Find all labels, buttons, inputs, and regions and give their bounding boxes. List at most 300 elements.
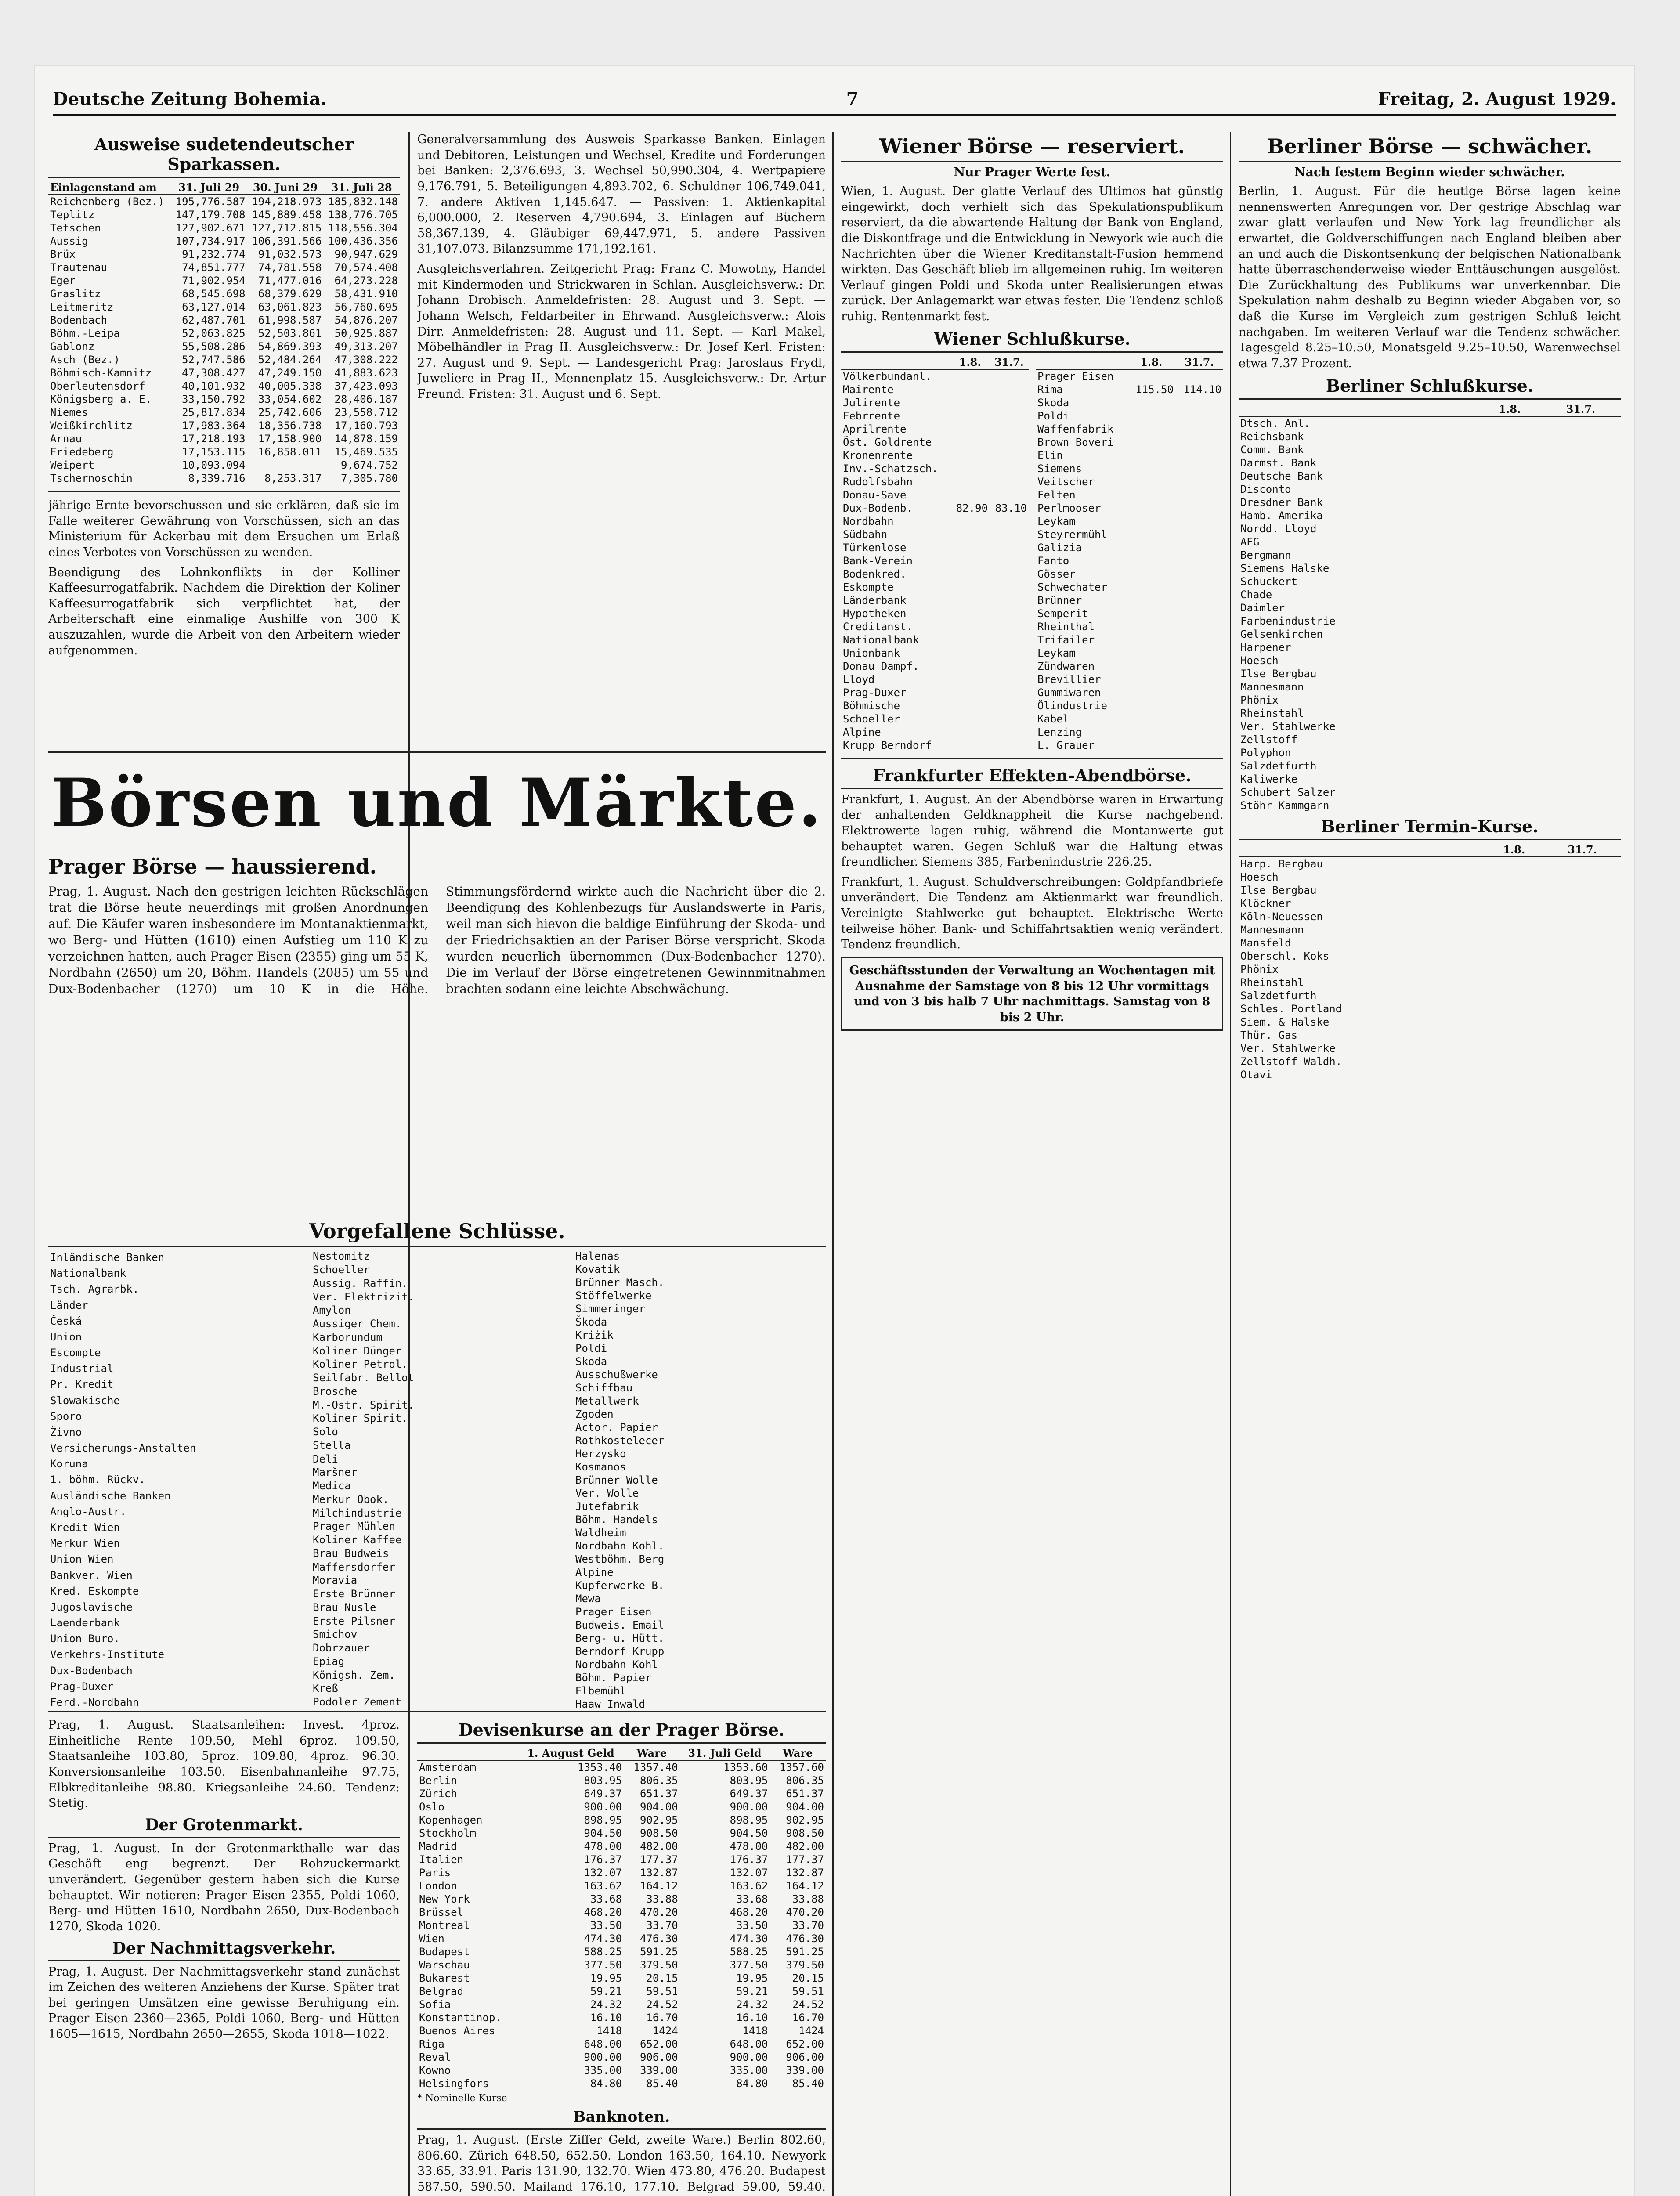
row-label: Comm. Bank (1240, 443, 1304, 456)
row-label: Escompte (50, 1347, 101, 1359)
table-row (1036, 502, 1223, 515)
row-label: Lenzing (1037, 726, 1082, 738)
row-value: 1424 (798, 2025, 824, 2037)
row-value (1479, 614, 1541, 628)
row-label: Öst. Goldrente (843, 436, 932, 448)
row-value (808, 1263, 817, 1276)
row-value (1479, 641, 1541, 654)
table-row (574, 1368, 826, 1381)
row-value: 147,179.708 (175, 209, 246, 221)
row-label: Buenos Aires (419, 2025, 495, 2037)
row-value (817, 1381, 826, 1394)
bank-notices-section (417, 132, 826, 747)
row-value (547, 1668, 555, 1682)
row-label: Brau Nusle (313, 1601, 376, 1614)
row-label: Brüssel (419, 1906, 464, 1918)
row-value (1127, 581, 1175, 594)
row-value (817, 1592, 826, 1605)
row-value: 1353.40 (577, 1761, 622, 1773)
row-value (289, 1424, 295, 1440)
row-label: Phönix (1240, 693, 1279, 706)
table-row (48, 248, 400, 261)
table-row (841, 581, 1029, 594)
row-value: 91,032.573 (258, 248, 322, 260)
table-row (311, 1290, 563, 1304)
row-label: Kred. Eskompte (50, 1585, 139, 1597)
row-value: 18,356.738 (258, 419, 322, 432)
row-value (950, 699, 990, 712)
row-label: Arnau (50, 433, 82, 445)
row-value (289, 1679, 295, 1694)
row-label: Harpener (1240, 641, 1291, 654)
row-label: Siemens Halske (1240, 562, 1330, 574)
column-header: 31.7. (990, 355, 1029, 369)
row-value (1479, 773, 1541, 786)
table-row (48, 1313, 300, 1329)
row-value (808, 1342, 817, 1355)
table-row (48, 393, 400, 406)
row-value: 71,477.016 (258, 274, 322, 287)
row-label: Leykam (1037, 647, 1076, 659)
table-row (1036, 647, 1223, 660)
table-row (417, 1998, 826, 2011)
row-value: 900.00 (584, 1801, 622, 1813)
row-value: 902.95 (639, 1814, 678, 1826)
row-value: 474.30 (584, 1932, 622, 1945)
row-value (990, 726, 1029, 739)
banknoten-title: Banknoten. (417, 2108, 826, 2130)
table-row (311, 1560, 563, 1574)
row-label: Kabel (1037, 712, 1069, 725)
table-row (311, 1277, 563, 1290)
row-value: 339.00 (639, 2064, 678, 2077)
row-value (1541, 522, 1621, 535)
row-value: 52,484.264 (258, 354, 322, 366)
table-row (417, 1800, 826, 1813)
berliner-text: Berlin, 1. August. Für die heutige Börse lagen keine nennenswerten Anregungen vor. Der gestrige Abschlag war zwar glatt verlaufen und New York lag freundlicher als erwartet, die Goldverschiffungen nach England bleiben aber an und auch die Diskontsenkung der belgischen Nationalbank hatte überraschenderweise wieder Enttäuschungen ausgelöst. Die Zurückhaltung des Publikums war unverkennbar. Die Spekulation nahm deshalb zu Beginn wieder Abgaben vor, so daß die Kurse im Vergleich zum gestrigen Schluß leicht nachgaben. Im weiteren Verlauf war die Tendenz schwächer. Tagesgeld 8.25–10.50, Monatsgeld 9.25–10.50, Warenwechsel etwa 7.37 Prozent. (1239, 184, 1621, 370)
row-value (289, 1488, 295, 1504)
row-value (1127, 488, 1175, 502)
row-label: Harp. Bergbau (1240, 857, 1323, 870)
row-value (555, 1250, 563, 1263)
row-label: Donau-Save (843, 488, 907, 501)
row-label: Alpine (843, 726, 881, 738)
row-value (1175, 699, 1223, 712)
row-label: Dux-Bodenb. (843, 502, 913, 514)
table-row (574, 1302, 826, 1315)
table-row (1239, 470, 1621, 483)
table-row (311, 1533, 563, 1547)
table-row (417, 1958, 826, 1972)
row-value (1175, 475, 1223, 488)
table-row (48, 353, 400, 366)
row-label: Schles. Portland (1240, 1002, 1342, 1015)
row-label: Ilse Bergbau (1240, 667, 1317, 680)
table-row (1239, 786, 1621, 799)
row-value (547, 1655, 555, 1669)
notice-paragraph: Ausgleichsverfahren. Zeitgericht Prag: Franz C. Mowotny, Handel mit Kindermoden und Strickwaren in Schlan. Ausgleichsverw.: Dr. Johann Drobisch. Anmeldefristen: 28. August und 3. Sept. — Johann Welsch, Feldarbeiter in Ehrwand. Ausgleichsverw.: Alois Dirr. Anmeldefristen: 28. August und 11. Sept. — Karl Makel, Möbelhändler in Prag II. Ausgleichsverw.: Dr. Josef Kerl. Fristen: 27. August und 9. Sept. — Landesgericht Prag: Jaroslaus Frydl, Juweliere in Prag II., Mennenplatz 15. Ausgleichsverw.: Dr. Artur Freund. Fristen: 31. August und 6. Sept. (417, 262, 826, 401)
column-header: 31.7. (1541, 402, 1621, 416)
table-row (48, 366, 400, 379)
wiener-table-right (1036, 355, 1223, 752)
row-label: Elin (1037, 449, 1063, 462)
table-row (574, 1539, 826, 1553)
row-label: M.-Ostr. Spirit. (313, 1398, 415, 1411)
boersen-main-title: Börsen und Märkte. (51, 764, 823, 842)
table-row (1036, 488, 1223, 502)
row-label: Brünner Wolle (575, 1474, 658, 1486)
row-label: Siem. & Halske (1240, 1015, 1330, 1028)
row-value: 17,218.193 (182, 433, 246, 445)
row-value (1127, 567, 1175, 581)
table-row (1036, 515, 1223, 528)
row-label: Škoda (575, 1316, 607, 1328)
row-value (1175, 607, 1223, 620)
row-label: Semperit (1037, 607, 1088, 620)
table-row (417, 1945, 826, 1958)
row-value: 1357.60 (779, 1761, 824, 1773)
table-row (417, 2011, 826, 2024)
row-value (1479, 746, 1541, 759)
table-row (311, 1547, 563, 1560)
row-label: Unionbank (843, 647, 900, 659)
row-label: Bank-Verein (843, 554, 913, 567)
row-value (547, 1304, 555, 1317)
row-value: 23,558.712 (334, 406, 398, 419)
row-label: Königsh. Zem. (313, 1669, 395, 1681)
row-value: 898.95 (584, 1814, 622, 1826)
row-value (1127, 396, 1175, 409)
row-value (289, 1694, 295, 1708)
table-row (1239, 759, 1621, 773)
table-row (311, 1425, 563, 1439)
row-value (817, 1408, 826, 1421)
row-value (295, 1647, 300, 1662)
notice-paragraph: Beendigung des Lohnkonflikts in der Kolliner Kaffeesurrogatfabrik. Nachdem die Direktion der Koliner Kaffeesurrogatfabrik sich verpflichtet hat, der Arbeiterschaft eine einmalige Aushilfe von 300 K auszuzahlen, wurde die Arbeit von den Arbeitern wieder aufgenommen. (48, 565, 400, 657)
row-value: 84.80 (590, 2077, 622, 2090)
row-label: Amsterdam (419, 1761, 477, 1773)
row-value (1175, 594, 1223, 607)
row-value (547, 1574, 555, 1587)
row-value: 19.95 (590, 1972, 622, 1984)
row-value (555, 1358, 563, 1371)
row-value: 900.00 (730, 2051, 768, 2063)
table-row (48, 221, 400, 235)
row-value (950, 475, 990, 488)
row-value: 803.95 (584, 1774, 622, 1787)
column-header: 31. Juli 29 (171, 181, 247, 195)
row-value (1544, 910, 1621, 923)
row-label: Maffersdorfer (313, 1560, 395, 1573)
row-value (547, 1344, 555, 1358)
table-row (574, 1500, 826, 1513)
row-value (1541, 614, 1621, 628)
row-value (1479, 430, 1541, 443)
row-value: 59.21 (736, 1985, 768, 1997)
row-value (990, 633, 1029, 647)
row-value (289, 1567, 295, 1583)
row-value (1541, 456, 1621, 470)
row-value: 24.32 (736, 1998, 768, 2011)
column-header: 31.7. (1544, 843, 1621, 857)
table-row (311, 1682, 563, 1695)
row-value: 16.10 (736, 2012, 768, 2024)
devisen-title: Devisenkurse an der Prager Börse. (417, 1720, 826, 1744)
row-label: Aussig. Raffin. (313, 1277, 408, 1289)
row-value: 145,889.458 (252, 209, 322, 221)
row-label: Koliner Petrol. (313, 1358, 408, 1371)
section-rule (48, 751, 826, 753)
row-value (1541, 746, 1621, 759)
row-value (990, 594, 1029, 607)
row-value (547, 1277, 555, 1290)
row-value (808, 1579, 817, 1592)
wiener-schluss-title: Wiener Schlußkurse. (841, 329, 1223, 353)
row-label: Weißkirchlitz (50, 419, 133, 432)
row-label: Tetschen (50, 222, 101, 234)
row-label: Seilfabr. Bellot (313, 1372, 415, 1384)
table-row (1239, 963, 1621, 976)
column-header (417, 1746, 518, 1760)
row-value (808, 1698, 817, 1708)
row-label: Bodenbach (50, 314, 108, 326)
row-value: 806.35 (639, 1774, 678, 1787)
row-value (547, 1628, 555, 1641)
row-value (1479, 456, 1541, 470)
row-label: Wien (419, 1932, 444, 1945)
row-value (295, 1361, 300, 1376)
row-label: Bodenkred. (843, 567, 907, 580)
table-row (311, 1466, 563, 1479)
row-value (808, 1329, 817, 1342)
table-row (311, 1371, 563, 1385)
row-label: Sofia (419, 1998, 451, 2011)
row-value (1484, 963, 1544, 976)
row-label: Amylon (313, 1304, 351, 1317)
row-value (289, 1615, 295, 1631)
staatsanleihen-text: Prag, 1. August. Staatsanleihen: Invest. 4proz. Einheitliche Rente 109.50, Mehl 6proz. 109.50, Staatsanleihe 103.80, 5proz. 109.80, 4proz. 96.30. Konversionsanleihe 103.50. Eisenbahnanleihe 97.75, Elbkreditanleihe 98.80. Kriegsanleihe 24.60. Tendenz: Stetig. (48, 1718, 400, 1810)
schluesse-columns (48, 1250, 826, 1708)
row-value (808, 1592, 817, 1605)
row-value (295, 1297, 300, 1313)
row-value (547, 1614, 555, 1628)
row-label: Eskompte (843, 581, 894, 593)
table-row (841, 423, 1029, 436)
row-label: Slowakische (50, 1394, 120, 1407)
row-value (1544, 936, 1621, 950)
row-value: 59.21 (590, 1985, 622, 1997)
row-value (808, 1289, 817, 1302)
row-value: 85.40 (646, 2077, 678, 2090)
row-value (990, 449, 1029, 462)
row-value (555, 1277, 563, 1290)
table-row (1036, 633, 1223, 647)
row-label: Zgoden (575, 1408, 614, 1420)
row-value: 194,218.973 (252, 195, 322, 208)
table-row (1239, 416, 1621, 430)
row-value: 591.25 (786, 1946, 824, 1958)
row-value (1175, 567, 1223, 581)
row-label: Metallwerk (575, 1395, 639, 1407)
column-rule (1230, 132, 1231, 2196)
table-row (311, 1385, 563, 1398)
row-label: Prag-Duxer (50, 1680, 114, 1693)
table-row (574, 1460, 826, 1474)
table-row (311, 1304, 563, 1317)
table-row (1239, 693, 1621, 707)
table-row (1239, 641, 1621, 654)
row-value: 50,925.887 (334, 327, 398, 340)
row-label: Haaw Inwald (575, 1698, 645, 1708)
row-value (950, 607, 990, 620)
row-value: 164.12 (639, 1880, 678, 1892)
row-value (1175, 712, 1223, 726)
row-value: 33.88 (646, 1893, 678, 1905)
row-label: Reval (419, 2051, 451, 2063)
row-value: 19.95 (736, 1972, 768, 1984)
table-row (1239, 707, 1621, 720)
row-label: Perlmooser (1037, 502, 1101, 514)
row-value (555, 1682, 563, 1695)
row-value (1484, 1055, 1544, 1068)
row-value: 164.12 (786, 1880, 824, 1892)
nachmittag-text: Prag, 1. August. Der Nachmittagsverkehr stand zunächst im Zeichen des weiteren Anziehens der Kurse. Später trat bei geringen Umsätzen eine gewisse Beruhigung ein. Prager Eisen 2360—2365, Poldi 1060, Berg- und Hütten 1605—1615, Nordbahn 2650—2655, Skoda 1018—1022. (48, 1965, 400, 2041)
row-value: 9,674.752 (340, 459, 398, 471)
row-value: 652.00 (639, 2038, 678, 2050)
row-value: 49,313.207 (334, 340, 398, 353)
row-value (1479, 733, 1541, 746)
row-label: Länder (50, 1299, 88, 1311)
row-value: 47,249.150 (258, 367, 322, 379)
table-row (841, 726, 1029, 739)
row-value (289, 1281, 295, 1297)
table-row (48, 1472, 300, 1488)
row-value (1479, 693, 1541, 707)
row-value (1484, 923, 1544, 936)
row-label: Gummiwaren (1037, 686, 1101, 699)
row-value: 28,406.187 (334, 393, 398, 405)
table-row (48, 1599, 300, 1615)
row-value (1175, 369, 1223, 383)
row-value (817, 1487, 826, 1500)
row-label: Kaliwerke (1240, 773, 1298, 785)
row-value (1541, 799, 1621, 812)
table-row (574, 1618, 826, 1632)
row-value (295, 1265, 300, 1281)
table-row (574, 1329, 826, 1342)
table-row (841, 369, 1029, 383)
row-value: 482.00 (786, 1840, 824, 1853)
row-value (547, 1479, 555, 1493)
row-value (990, 396, 1029, 409)
row-value (1484, 1029, 1544, 1042)
row-value (547, 1533, 555, 1547)
table-row (574, 1632, 826, 1645)
row-value (817, 1250, 826, 1263)
row-label: Ausländische Banken (50, 1489, 171, 1502)
row-value (289, 1329, 295, 1345)
row-value (555, 1371, 563, 1385)
table-row (1036, 541, 1223, 554)
table-row (1036, 726, 1223, 739)
row-value (808, 1447, 817, 1460)
row-value: 64,273.228 (334, 274, 398, 287)
table-row (1239, 884, 1621, 897)
row-value (1544, 950, 1621, 963)
table-row (574, 1592, 826, 1605)
row-label: Zündwaren (1037, 660, 1095, 672)
row-label: Rothkostelecer (575, 1434, 665, 1447)
row-value (555, 1398, 563, 1412)
row-value: 468.20 (730, 1906, 768, 1918)
table-row (48, 1551, 300, 1567)
row-value (817, 1355, 826, 1368)
row-value (808, 1684, 817, 1698)
table-row (48, 1631, 300, 1647)
row-value: 58,431.910 (334, 288, 398, 300)
column-header: 31. Juli 28 (323, 181, 400, 195)
row-value (817, 1579, 826, 1592)
row-value (1544, 1055, 1621, 1068)
table-row (574, 1474, 826, 1487)
table-row (1036, 567, 1223, 581)
wiener-title: Wiener Börse — reserviert. (841, 134, 1223, 162)
row-label: Podoler Zement (313, 1696, 402, 1708)
row-label: Schiffbau (575, 1382, 633, 1394)
row-value: 482.00 (639, 1840, 678, 1853)
row-value (289, 1345, 295, 1361)
row-label: Ilse Bergbau (1240, 884, 1317, 896)
frankfurt-section (841, 758, 1223, 1031)
row-value (817, 1276, 826, 1289)
column-header: 1.8. (950, 355, 990, 369)
table-row (1239, 950, 1621, 963)
row-value (1541, 693, 1621, 707)
row-value (1175, 502, 1223, 515)
row-label: Rheinthal (1037, 620, 1095, 633)
row-label: Brau Budweis (313, 1547, 389, 1560)
row-label: Rheinstahl (1240, 707, 1304, 719)
table-row (574, 1421, 826, 1434)
row-label: Veitscher (1037, 475, 1095, 488)
row-value (990, 620, 1029, 633)
row-value (1541, 733, 1621, 746)
row-value (1541, 628, 1621, 641)
row-value: 47,308.427 (182, 367, 246, 379)
table-row (574, 1566, 826, 1579)
row-value (547, 1493, 555, 1506)
row-label: Felten (1037, 488, 1076, 501)
wiener-schluss-columns (841, 355, 1223, 752)
table-row (574, 1315, 826, 1329)
row-value: 17,983.364 (182, 419, 246, 432)
row-label: Bankver. Wien (50, 1569, 133, 1582)
row-value (555, 1628, 563, 1641)
row-label: Kredit Wien (50, 1521, 120, 1534)
row-value (555, 1614, 563, 1628)
row-value: 335.00 (584, 2064, 622, 2077)
row-label: AEG (1240, 535, 1260, 548)
row-value: 163.62 (584, 1880, 622, 1892)
row-value: 74,851.777 (182, 261, 246, 274)
row-value: 185,832.148 (328, 195, 398, 208)
row-value (1544, 1015, 1621, 1029)
table-row (574, 1447, 826, 1460)
row-value (1479, 588, 1541, 601)
table-row (1036, 475, 1223, 488)
row-value (817, 1671, 826, 1684)
row-value (1127, 528, 1175, 541)
